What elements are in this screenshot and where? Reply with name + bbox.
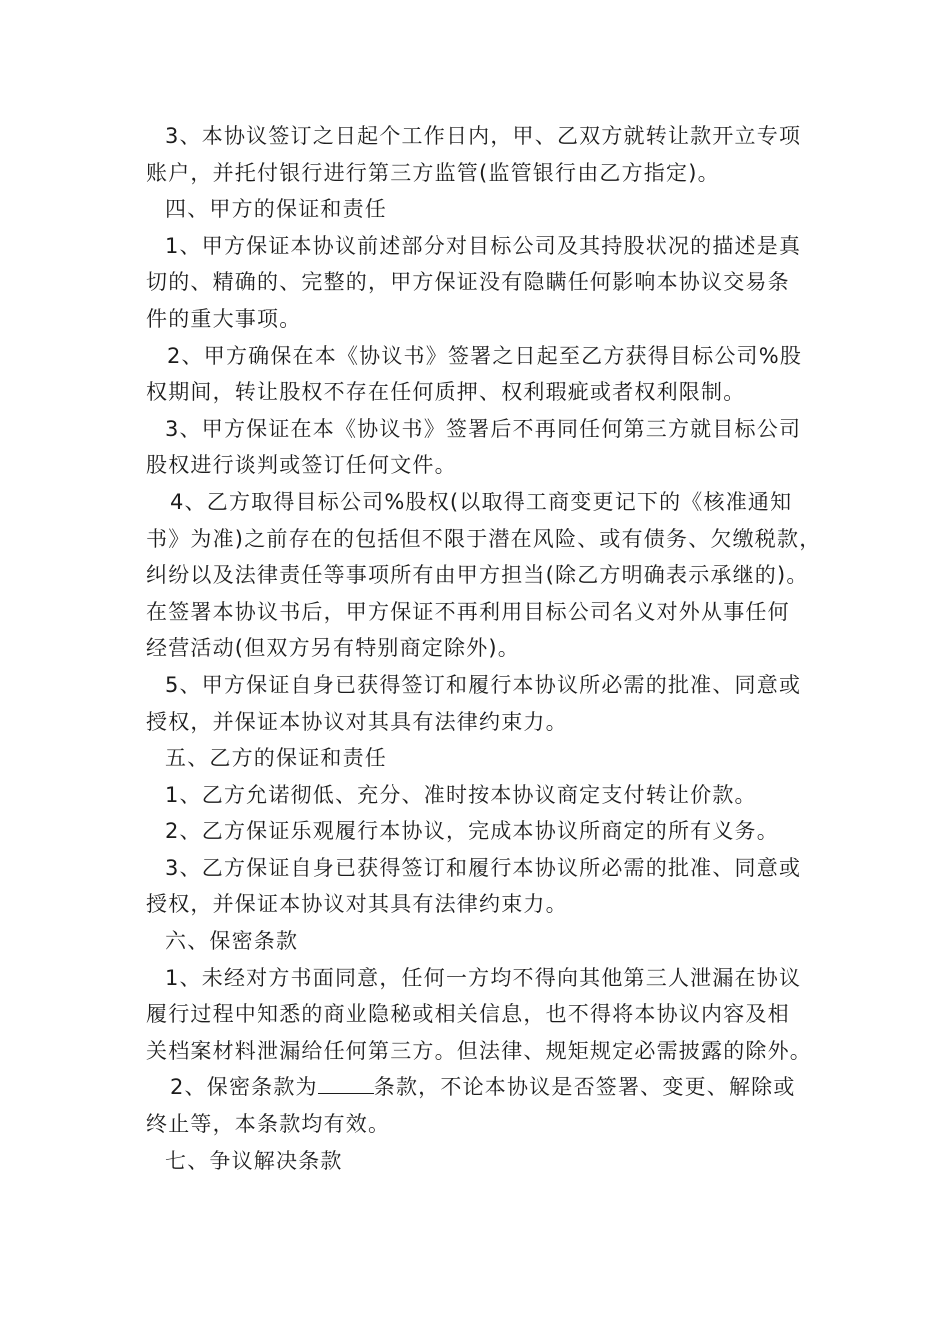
clause-3-line-1: 3、本协议签订之日起个工作日内，甲、乙双方就转让款开立专项 [165, 124, 802, 148]
s4-clause-5-line-1: 5、甲方保证自身已获得签订和履行本协议所必需的批准、同意或 [165, 672, 802, 697]
s5-clause-3-line-2: 授权，并保证本协议对其具有法律约束力。 [146, 892, 568, 917]
s6-clause-2-suffix: 条款，不论本协议是否签署、变更、解除或 [373, 1075, 796, 1100]
s4-clause-3-line-1: 3、甲方保证在本《协议书》签署后不再同任何第三方就目标公司 [165, 416, 802, 441]
s6-clause-2-line-1 [146, 1069, 826, 1106]
section-4-heading: 四、甲方的保证和责任 [165, 197, 387, 222]
s4-clause-3-line-2: 股权进行谈判或签订任何文件。 [146, 453, 457, 478]
s4-clause-2-line-2: 权期间，转让股权不存在任何质押、权利瑕疵或者权利限制。 [146, 380, 746, 405]
s6-clause-1-line-3: 关档案材料泄漏给任何第三方。但法律、规矩规定必需披露的除外。 [146, 1038, 812, 1063]
s4-clause-4-line-1: 4、乙方取得目标公司%股权(以取得工商变更记下的《核准通知 [170, 489, 793, 514]
s5-clause-1: 1、乙方允诺彻低、充分、准时按本协议商定支付转让价款。 [165, 782, 757, 807]
s6-clause-1-line-2: 履行过程中知悉的商业隐秘或相关信息，也不得将本协议内容及相 [146, 1002, 790, 1027]
s6-clause-2-prefix: 2、保密条款为 [170, 1075, 318, 1100]
s4-clause-4-line-4: 在签署本协议书后，甲方保证不再利用目标公司名义对外从事任何 [146, 599, 790, 624]
section-7-heading: 七、争议解决条款 [165, 1148, 343, 1173]
clause-3-line-2: 账户，并托付银行进行第三方监管(监管银行由乙方指定)。 [146, 160, 720, 185]
s4-clause-1-line-3: 件的重大事项。 [146, 306, 302, 331]
s5-clause-2: 2、乙方保证乐观履行本协议，完成本协议所商定的所有义务。 [165, 819, 779, 844]
s5-clause-3-line-1: 3、乙方保证自身已获得签订和履行本协议所必需的批准、同意或 [165, 855, 802, 880]
s4-clause-5-line-2: 授权，并保证本协议对其具有法律约束力。 [146, 709, 568, 734]
fill-in-blank [318, 1071, 374, 1094]
s4-clause-4-line-5: 经营活动(但双方另有特别商定除外)。 [146, 636, 520, 661]
s4-clause-1-line-1: 1、甲方保证本协议前述部分对目标公司及其持股状况的描述是真 [165, 233, 802, 258]
section-6-heading: 六、保密条款 [165, 929, 299, 954]
s4-clause-4-line-2: 书》为准)之前存在的包括但不限于潜在风险、或有债务、欠缴税款， [146, 526, 822, 551]
s6-clause-2-line-2: 终止等，本条款均有效。 [146, 1112, 391, 1137]
section-5-heading: 五、乙方的保证和责任 [165, 746, 387, 771]
s4-clause-4-line-3: 纠纷以及法律责任等事项所有由甲方担当(除乙方明确表示承继的)。 [146, 563, 809, 588]
document-body [146, 118, 826, 1179]
s6-clause-1-line-1: 1、未经对方书面同意，任何一方均不得向其他第三人泄漏在协议 [165, 965, 802, 990]
s4-clause-1-line-2: 切的、精确的、完整的，甲方保证没有隐瞒任何影响本协议交易条 [146, 270, 790, 295]
s4-clause-2-line-1: 2、甲方确保在本《协议书》签署之日起至乙方获得目标公司%股 [167, 343, 803, 368]
